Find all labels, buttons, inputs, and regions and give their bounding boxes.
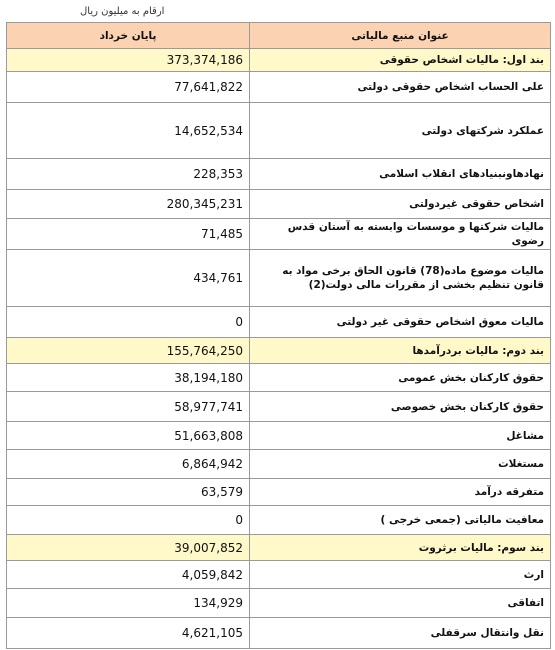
row-label: اشخاص حقوقی غیردولتی [250,190,551,219]
table-header-row [7,23,551,49]
row-label: بند سوم: مالیات برثروت [250,535,551,561]
table-row [7,159,551,190]
row-label: مستغلات [250,450,551,479]
row-label: مشاغل [250,422,551,450]
row-value: 6,864,942 [7,450,250,479]
row-label: حقوق کارکنان بخش خصوصی [250,392,551,422]
table-row [7,479,551,506]
table-row [7,450,551,479]
table-row [7,219,551,250]
table-row [7,618,551,649]
table-row [7,392,551,422]
row-label: ارث [250,561,551,589]
row-value: 4,059,842 [7,561,250,589]
row-label: معافیت مالیاتی (جمعی خرجی ) [250,506,551,535]
row-value: 0 [7,307,250,338]
row-label: بند اول: مالیات اشخاص حقوقی [250,49,551,72]
row-value: 434,761 [7,250,250,307]
row-value: 373,374,186 [7,49,250,72]
row-label: مالیات معوق اشخاص حقوقی غیر دولتی [250,307,551,338]
table-row [7,561,551,589]
section-row [7,49,551,72]
table-row [7,190,551,219]
row-label: عملکرد شرکتهای دولتی [250,103,551,159]
header-value: پایان خرداد [7,23,250,49]
table-row [7,307,551,338]
row-value: 51,663,808 [7,422,250,450]
section-row [7,338,551,364]
row-label: بند دوم: مالیات بردرآمدها [250,338,551,364]
row-label: نقل وانتقال سرقفلی [250,618,551,649]
section-row [7,535,551,561]
row-label: حقوق کارکنان بخش عمومی [250,364,551,392]
row-value: 38,194,180 [7,364,250,392]
row-value: 39,007,852 [7,535,250,561]
row-value: 134,929 [7,589,250,618]
row-value: 4,621,105 [7,618,250,649]
row-value: 228,353 [7,159,250,190]
row-value: 63,579 [7,479,250,506]
header-label: عنوان منبع مالیاتی [250,23,551,49]
row-label: متفرقه درآمد [250,479,551,506]
table-row [7,250,551,307]
row-value: 71,485 [7,219,250,250]
row-value: 280,345,231 [7,190,250,219]
row-label: مالیات شرکتها و موسسات وابسته به آستان قدس رضوی [250,219,551,250]
table-row [7,506,551,535]
tax-revenue-table [6,22,551,649]
row-label: اتفاقی [250,589,551,618]
row-label: مالیات موضوع ماده(78) قانون الحاق برخی مواد به قانون تنظیم بخشی از مقررات مالی دولت(2) [250,250,551,307]
table-row [7,103,551,159]
row-value: 155,764,250 [7,338,250,364]
row-label: نهادهاونبنیادهای انقلاب اسلامی [250,159,551,190]
table-row [7,422,551,450]
table-row [7,72,551,103]
row-value: 14,652,534 [7,103,250,159]
table-row [7,589,551,618]
row-value: 58,977,741 [7,392,250,422]
unit-note: ارقام به میلیون ریال [80,6,165,17]
table-row [7,364,551,392]
row-label: علی الحساب اشخاص حقوقی دولتی [250,72,551,103]
row-value: 0 [7,506,250,535]
row-value: 77,641,822 [7,72,250,103]
